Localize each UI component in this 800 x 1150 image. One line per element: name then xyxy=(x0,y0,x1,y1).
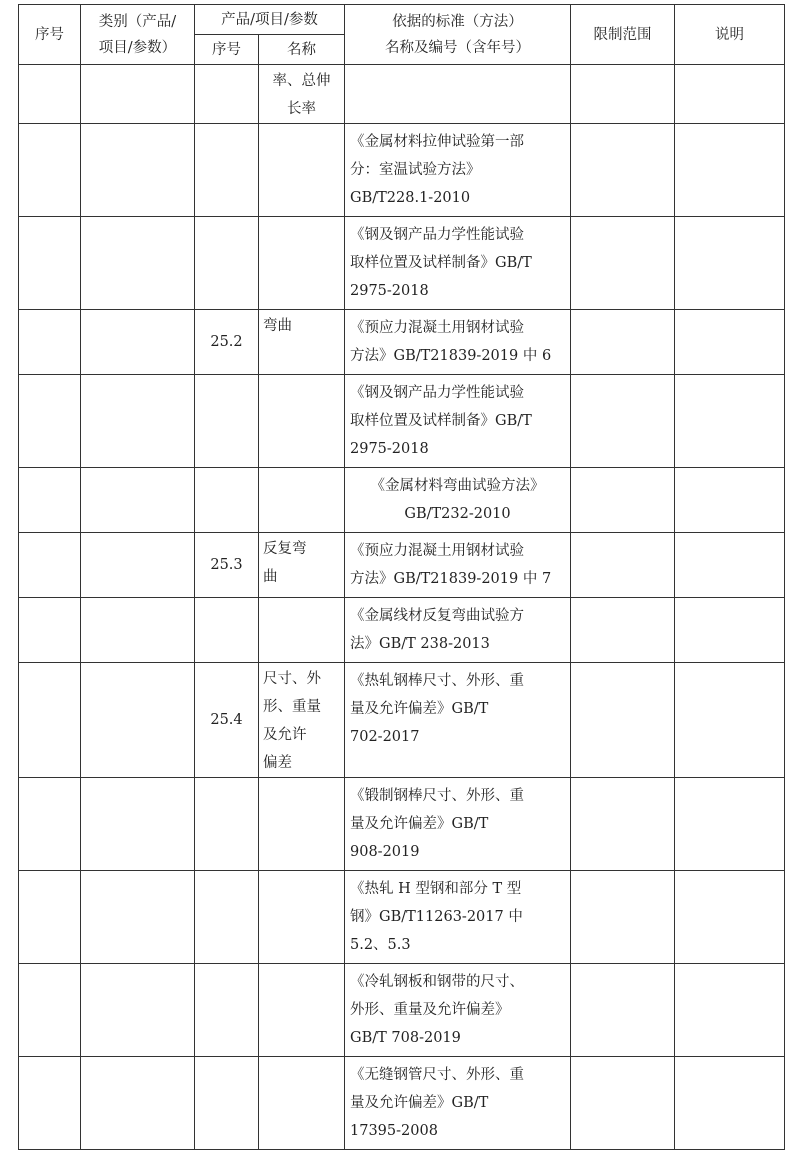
table-row xyxy=(19,375,785,468)
row-standard xyxy=(345,65,571,124)
header-product-group: 产品/项目/参数 xyxy=(195,5,345,35)
table-row xyxy=(19,533,785,598)
header-seq: 序号 xyxy=(19,5,81,65)
row-standard: 《热轧 H 型钢和部分 T 型 钢》GB/T11263-2017 中 5.2、5.3 xyxy=(345,871,571,964)
row-name xyxy=(259,468,345,533)
row-name xyxy=(259,778,345,871)
row-standard: 《钢及钢产品力学性能试验 取样位置及试样制备》GB/T 2975-2018 xyxy=(345,375,571,468)
row-name xyxy=(259,598,345,663)
row-standard: 《预应力混凝土用钢材试验 方法》GB/T21839-2019 中 6 xyxy=(345,310,571,375)
header-category: 类别（产品/ 项目/参数） xyxy=(81,5,195,65)
table-row xyxy=(19,778,785,871)
row-sub-seq: 25.2 xyxy=(195,310,259,375)
table-row xyxy=(19,124,785,217)
table-row xyxy=(19,65,785,124)
row-sub-seq xyxy=(195,1057,259,1150)
row-sub-seq xyxy=(195,468,259,533)
row-standard: 《金属线材反复弯曲试验方 法》GB/T 238-2013 xyxy=(345,598,571,663)
row-name xyxy=(259,124,345,217)
row-sub-seq xyxy=(195,217,259,310)
row-name xyxy=(259,871,345,964)
standards-table xyxy=(18,4,785,1150)
header-standard: 依据的标准（方法） 名称及编号（含年号） xyxy=(345,5,571,65)
row-standard: 《金属材料弯曲试验方法》 GB/T232-2010 xyxy=(345,468,571,533)
row-sub-seq xyxy=(195,65,259,124)
table-row xyxy=(19,217,785,310)
table-row xyxy=(19,310,785,375)
row-name xyxy=(259,1057,345,1150)
row-standard: 《金属材料拉伸试验第一部 分：室温试验方法》 GB/T228.1-2010 xyxy=(345,124,571,217)
header-sub-name: 名称 xyxy=(259,35,345,65)
row-sub-seq xyxy=(195,124,259,217)
row-standard: 《冷轧钢板和钢带的尺寸、 外形、重量及允许偏差》 GB/T 708-2019 xyxy=(345,964,571,1057)
row-name: 率、总伸 长率 xyxy=(259,65,345,124)
row-name xyxy=(259,375,345,468)
table-row xyxy=(19,871,785,964)
row-name: 尺寸、外 形、重量 及允许 偏差 xyxy=(259,663,345,778)
header-sub-seq: 序号 xyxy=(195,35,259,65)
row-sub-seq: 25.4 xyxy=(195,663,259,778)
header-limit: 限制范围 xyxy=(571,5,675,65)
table-row xyxy=(19,1057,785,1150)
row-name: 反复弯 曲 xyxy=(259,533,345,598)
row-name xyxy=(259,964,345,1057)
header-note: 说明 xyxy=(675,5,785,65)
row-sub-seq xyxy=(195,964,259,1057)
row-standard: 《锻制钢棒尺寸、外形、重 量及允许偏差》GB/T 908-2019 xyxy=(345,778,571,871)
row-sub-seq xyxy=(195,375,259,468)
row-sub-seq xyxy=(195,871,259,964)
row-standard: 《无缝钢管尺寸、外形、重 量及允许偏差》GB/T 17395-2008 xyxy=(345,1057,571,1150)
row-standard: 《热轧钢棒尺寸、外形、重 量及允许偏差》GB/T 702-2017 xyxy=(345,663,571,778)
table-row xyxy=(19,663,785,778)
table-row xyxy=(19,598,785,663)
table-row xyxy=(19,468,785,533)
row-standard: 《钢及钢产品力学性能试验 取样位置及试样制备》GB/T 2975-2018 xyxy=(345,217,571,310)
row-standard: 《预应力混凝土用钢材试验 方法》GB/T21839-2019 中 7 xyxy=(345,533,571,598)
row-sub-seq xyxy=(195,778,259,871)
table-row xyxy=(19,964,785,1057)
row-sub-seq: 25.3 xyxy=(195,533,259,598)
row-name xyxy=(259,217,345,310)
row-sub-seq xyxy=(195,598,259,663)
row-name: 弯曲 xyxy=(259,310,345,375)
